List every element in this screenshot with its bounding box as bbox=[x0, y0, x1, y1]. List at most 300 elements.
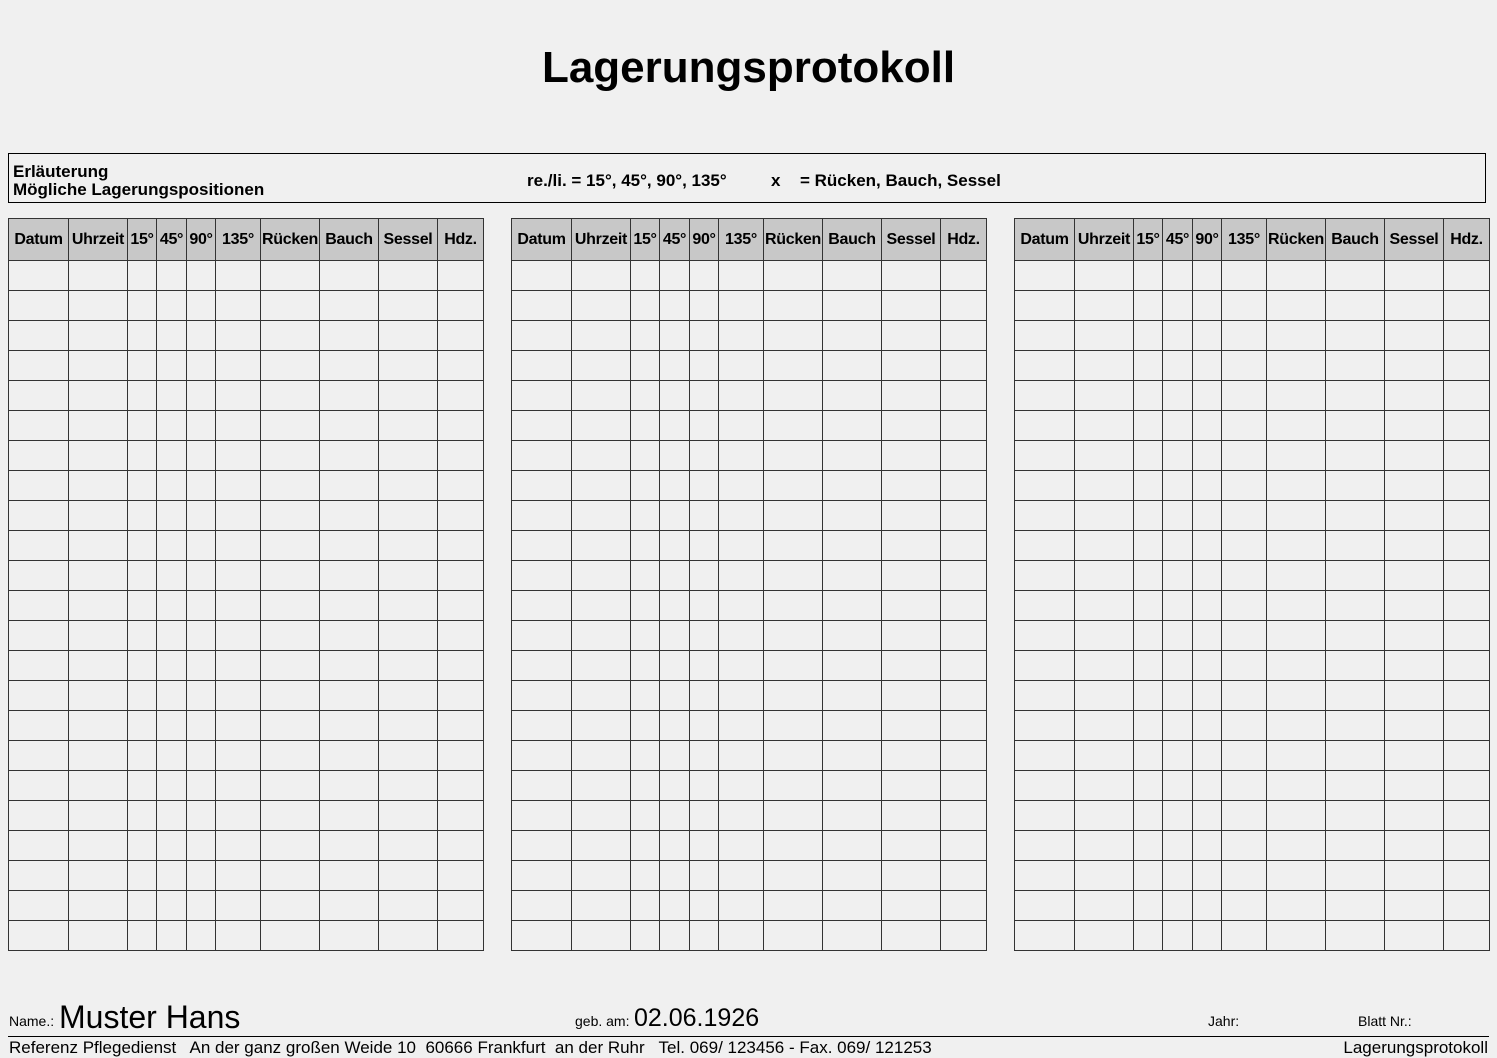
table-cell[interactable] bbox=[631, 891, 660, 921]
table-cell[interactable] bbox=[216, 561, 261, 591]
table-cell[interactable] bbox=[690, 711, 719, 741]
table-cell[interactable] bbox=[379, 381, 438, 411]
table-cell[interactable] bbox=[690, 321, 719, 351]
table-cell[interactable] bbox=[660, 441, 690, 471]
table-cell[interactable] bbox=[128, 261, 157, 291]
table-cell[interactable] bbox=[1075, 591, 1134, 621]
table-cell[interactable] bbox=[216, 771, 261, 801]
table-cell[interactable] bbox=[438, 351, 484, 381]
table-cell[interactable] bbox=[941, 351, 987, 381]
table-cell[interactable] bbox=[1075, 741, 1134, 771]
table-cell[interactable] bbox=[764, 741, 823, 771]
table-cell[interactable] bbox=[719, 561, 764, 591]
table-cell[interactable] bbox=[1326, 801, 1385, 831]
table-cell[interactable] bbox=[823, 411, 882, 441]
table-cell[interactable] bbox=[216, 321, 261, 351]
table-cell[interactable] bbox=[719, 411, 764, 441]
table-cell[interactable] bbox=[882, 471, 941, 501]
table-cell[interactable] bbox=[187, 321, 216, 351]
table-cell[interactable] bbox=[941, 291, 987, 321]
table-cell[interactable] bbox=[941, 381, 987, 411]
table-cell[interactable] bbox=[1267, 591, 1326, 621]
table-cell[interactable] bbox=[216, 681, 261, 711]
table-cell[interactable] bbox=[1163, 591, 1193, 621]
table-cell[interactable] bbox=[1222, 591, 1267, 621]
table-cell[interactable] bbox=[764, 861, 823, 891]
table-cell[interactable] bbox=[1444, 711, 1490, 741]
table-cell[interactable] bbox=[1385, 621, 1444, 651]
table-cell[interactable] bbox=[764, 801, 823, 831]
table-cell[interactable] bbox=[1015, 621, 1075, 651]
table-cell[interactable] bbox=[882, 351, 941, 381]
table-cell[interactable] bbox=[1163, 741, 1193, 771]
table-cell[interactable] bbox=[1326, 711, 1385, 741]
table-cell[interactable] bbox=[69, 381, 128, 411]
table-cell[interactable] bbox=[9, 321, 69, 351]
table-cell[interactable] bbox=[764, 441, 823, 471]
table-cell[interactable] bbox=[157, 861, 187, 891]
table-cell[interactable] bbox=[823, 621, 882, 651]
table-cell[interactable] bbox=[187, 591, 216, 621]
table-cell[interactable] bbox=[187, 411, 216, 441]
table-cell[interactable] bbox=[1015, 861, 1075, 891]
table-cell[interactable] bbox=[631, 801, 660, 831]
table-cell[interactable] bbox=[261, 591, 320, 621]
table-cell[interactable] bbox=[320, 501, 379, 531]
table-cell[interactable] bbox=[1193, 861, 1222, 891]
table-cell[interactable] bbox=[9, 261, 69, 291]
table-cell[interactable] bbox=[660, 321, 690, 351]
table-cell[interactable] bbox=[438, 591, 484, 621]
table-cell[interactable] bbox=[128, 321, 157, 351]
table-cell[interactable] bbox=[512, 591, 572, 621]
table-cell[interactable] bbox=[660, 711, 690, 741]
table-cell[interactable] bbox=[379, 261, 438, 291]
table-cell[interactable] bbox=[1444, 261, 1490, 291]
table-cell[interactable] bbox=[157, 441, 187, 471]
table-cell[interactable] bbox=[690, 891, 719, 921]
table-cell[interactable] bbox=[1163, 501, 1193, 531]
table-cell[interactable] bbox=[690, 261, 719, 291]
table-cell[interactable] bbox=[572, 261, 631, 291]
table-cell[interactable] bbox=[719, 681, 764, 711]
table-cell[interactable] bbox=[572, 711, 631, 741]
table-cell[interactable] bbox=[512, 261, 572, 291]
table-cell[interactable] bbox=[1015, 741, 1075, 771]
table-cell[interactable] bbox=[320, 261, 379, 291]
table-cell[interactable] bbox=[764, 771, 823, 801]
table-cell[interactable] bbox=[1193, 681, 1222, 711]
table-cell[interactable] bbox=[261, 771, 320, 801]
table-cell[interactable] bbox=[320, 321, 379, 351]
table-cell[interactable] bbox=[438, 651, 484, 681]
table-cell[interactable] bbox=[690, 831, 719, 861]
table-cell[interactable] bbox=[823, 681, 882, 711]
table-cell[interactable] bbox=[1075, 801, 1134, 831]
table-cell[interactable] bbox=[261, 261, 320, 291]
table-cell[interactable] bbox=[1134, 621, 1163, 651]
table-cell[interactable] bbox=[1385, 771, 1444, 801]
table-cell[interactable] bbox=[512, 531, 572, 561]
table-cell[interactable] bbox=[1015, 501, 1075, 531]
table-cell[interactable] bbox=[69, 741, 128, 771]
table-cell[interactable] bbox=[1134, 291, 1163, 321]
table-cell[interactable] bbox=[941, 261, 987, 291]
table-cell[interactable] bbox=[764, 471, 823, 501]
table-cell[interactable] bbox=[216, 501, 261, 531]
table-cell[interactable] bbox=[379, 711, 438, 741]
table-cell[interactable] bbox=[631, 351, 660, 381]
table-cell[interactable] bbox=[1222, 561, 1267, 591]
table-cell[interactable] bbox=[320, 351, 379, 381]
table-cell[interactable] bbox=[690, 861, 719, 891]
table-cell[interactable] bbox=[631, 861, 660, 891]
table-cell[interactable] bbox=[187, 771, 216, 801]
table-cell[interactable] bbox=[1267, 651, 1326, 681]
table-cell[interactable] bbox=[216, 741, 261, 771]
table-cell[interactable] bbox=[1385, 591, 1444, 621]
table-cell[interactable] bbox=[9, 891, 69, 921]
table-cell[interactable] bbox=[69, 471, 128, 501]
table-cell[interactable] bbox=[69, 351, 128, 381]
table-cell[interactable] bbox=[764, 651, 823, 681]
table-cell[interactable] bbox=[660, 591, 690, 621]
table-cell[interactable] bbox=[764, 351, 823, 381]
table-cell[interactable] bbox=[660, 861, 690, 891]
table-cell[interactable] bbox=[187, 861, 216, 891]
table-cell[interactable] bbox=[631, 411, 660, 441]
table-cell[interactable] bbox=[379, 591, 438, 621]
table-cell[interactable] bbox=[690, 291, 719, 321]
table-cell[interactable] bbox=[1267, 801, 1326, 831]
table-cell[interactable] bbox=[128, 741, 157, 771]
table-cell[interactable] bbox=[1326, 411, 1385, 441]
table-cell[interactable] bbox=[128, 861, 157, 891]
table-cell[interactable] bbox=[1444, 381, 1490, 411]
table-cell[interactable] bbox=[438, 471, 484, 501]
table-cell[interactable] bbox=[438, 831, 484, 861]
table-cell[interactable] bbox=[1444, 471, 1490, 501]
table-cell[interactable] bbox=[128, 801, 157, 831]
table-cell[interactable] bbox=[261, 561, 320, 591]
table-cell[interactable] bbox=[261, 411, 320, 441]
table-cell[interactable] bbox=[69, 591, 128, 621]
table-cell[interactable] bbox=[1222, 351, 1267, 381]
table-cell[interactable] bbox=[69, 561, 128, 591]
table-cell[interactable] bbox=[764, 411, 823, 441]
table-cell[interactable] bbox=[261, 621, 320, 651]
table-cell[interactable] bbox=[1015, 801, 1075, 831]
table-cell[interactable] bbox=[379, 441, 438, 471]
table-cell[interactable] bbox=[261, 741, 320, 771]
table-cell[interactable] bbox=[690, 531, 719, 561]
table-cell[interactable] bbox=[128, 681, 157, 711]
table-cell[interactable] bbox=[320, 411, 379, 441]
table-cell[interactable] bbox=[631, 621, 660, 651]
table-cell[interactable] bbox=[69, 441, 128, 471]
table-cell[interactable] bbox=[320, 531, 379, 561]
table-cell[interactable] bbox=[157, 561, 187, 591]
table-cell[interactable] bbox=[9, 561, 69, 591]
table-cell[interactable] bbox=[379, 921, 438, 951]
table-cell[interactable] bbox=[941, 711, 987, 741]
table-cell[interactable] bbox=[9, 861, 69, 891]
table-cell[interactable] bbox=[261, 681, 320, 711]
table-cell[interactable] bbox=[1134, 921, 1163, 951]
table-cell[interactable] bbox=[1444, 291, 1490, 321]
table-cell[interactable] bbox=[660, 561, 690, 591]
table-cell[interactable] bbox=[631, 771, 660, 801]
table-cell[interactable] bbox=[320, 711, 379, 741]
table-cell[interactable] bbox=[157, 621, 187, 651]
table-cell[interactable] bbox=[572, 531, 631, 561]
table-cell[interactable] bbox=[157, 741, 187, 771]
table-cell[interactable] bbox=[1444, 591, 1490, 621]
table-cell[interactable] bbox=[1015, 471, 1075, 501]
table-cell[interactable] bbox=[1075, 501, 1134, 531]
table-cell[interactable] bbox=[1444, 921, 1490, 951]
table-cell[interactable] bbox=[128, 381, 157, 411]
table-cell[interactable] bbox=[1163, 621, 1193, 651]
table-cell[interactable] bbox=[128, 441, 157, 471]
table-cell[interactable] bbox=[1222, 801, 1267, 831]
table-cell[interactable] bbox=[823, 291, 882, 321]
table-cell[interactable] bbox=[1134, 711, 1163, 741]
table-cell[interactable] bbox=[1075, 531, 1134, 561]
table-cell[interactable] bbox=[1222, 831, 1267, 861]
table-cell[interactable] bbox=[1222, 771, 1267, 801]
table-cell[interactable] bbox=[1193, 561, 1222, 591]
table-cell[interactable] bbox=[1163, 561, 1193, 591]
table-cell[interactable] bbox=[1015, 321, 1075, 351]
table-cell[interactable] bbox=[216, 711, 261, 741]
table-cell[interactable] bbox=[631, 831, 660, 861]
table-cell[interactable] bbox=[69, 501, 128, 531]
table-cell[interactable] bbox=[660, 471, 690, 501]
table-cell[interactable] bbox=[1222, 921, 1267, 951]
table-cell[interactable] bbox=[1134, 891, 1163, 921]
table-cell[interactable] bbox=[631, 651, 660, 681]
table-cell[interactable] bbox=[882, 801, 941, 831]
table-cell[interactable] bbox=[69, 831, 128, 861]
table-cell[interactable] bbox=[261, 321, 320, 351]
table-cell[interactable] bbox=[69, 861, 128, 891]
table-cell[interactable] bbox=[1193, 351, 1222, 381]
table-cell[interactable] bbox=[660, 771, 690, 801]
table-cell[interactable] bbox=[1075, 351, 1134, 381]
table-cell[interactable] bbox=[1193, 501, 1222, 531]
table-cell[interactable] bbox=[1193, 771, 1222, 801]
table-cell[interactable] bbox=[1163, 861, 1193, 891]
table-cell[interactable] bbox=[1385, 741, 1444, 771]
table-cell[interactable] bbox=[1163, 771, 1193, 801]
table-cell[interactable] bbox=[823, 711, 882, 741]
table-cell[interactable] bbox=[379, 681, 438, 711]
table-cell[interactable] bbox=[9, 921, 69, 951]
table-cell[interactable] bbox=[572, 501, 631, 531]
table-cell[interactable] bbox=[631, 501, 660, 531]
table-cell[interactable] bbox=[1385, 861, 1444, 891]
table-cell[interactable] bbox=[1222, 261, 1267, 291]
table-cell[interactable] bbox=[157, 771, 187, 801]
table-cell[interactable] bbox=[187, 741, 216, 771]
table-cell[interactable] bbox=[216, 441, 261, 471]
table-cell[interactable] bbox=[1134, 861, 1163, 891]
table-cell[interactable] bbox=[1015, 261, 1075, 291]
table-cell[interactable] bbox=[157, 471, 187, 501]
table-cell[interactable] bbox=[882, 741, 941, 771]
table-cell[interactable] bbox=[1326, 741, 1385, 771]
table-cell[interactable] bbox=[128, 591, 157, 621]
table-cell[interactable] bbox=[764, 561, 823, 591]
table-cell[interactable] bbox=[187, 921, 216, 951]
table-cell[interactable] bbox=[187, 351, 216, 381]
table-cell[interactable] bbox=[69, 531, 128, 561]
table-cell[interactable] bbox=[823, 501, 882, 531]
table-cell[interactable] bbox=[216, 591, 261, 621]
table-cell[interactable] bbox=[941, 591, 987, 621]
table-cell[interactable] bbox=[1385, 291, 1444, 321]
table-cell[interactable] bbox=[631, 681, 660, 711]
table-cell[interactable] bbox=[512, 771, 572, 801]
table-cell[interactable] bbox=[261, 381, 320, 411]
table-cell[interactable] bbox=[261, 501, 320, 531]
table-cell[interactable] bbox=[1222, 711, 1267, 741]
table-cell[interactable] bbox=[69, 681, 128, 711]
table-cell[interactable] bbox=[320, 651, 379, 681]
table-cell[interactable] bbox=[719, 831, 764, 861]
table-cell[interactable] bbox=[157, 501, 187, 531]
table-cell[interactable] bbox=[69, 321, 128, 351]
table-cell[interactable] bbox=[1267, 261, 1326, 291]
table-cell[interactable] bbox=[823, 471, 882, 501]
table-cell[interactable] bbox=[690, 501, 719, 531]
table-cell[interactable] bbox=[764, 291, 823, 321]
table-cell[interactable] bbox=[9, 771, 69, 801]
table-cell[interactable] bbox=[1134, 471, 1163, 501]
table-cell[interactable] bbox=[572, 411, 631, 441]
table-cell[interactable] bbox=[1134, 681, 1163, 711]
table-cell[interactable] bbox=[719, 621, 764, 651]
table-cell[interactable] bbox=[157, 711, 187, 741]
table-cell[interactable] bbox=[379, 891, 438, 921]
table-cell[interactable] bbox=[320, 831, 379, 861]
table-cell[interactable] bbox=[379, 831, 438, 861]
table-cell[interactable] bbox=[9, 621, 69, 651]
table-cell[interactable] bbox=[438, 531, 484, 561]
table-cell[interactable] bbox=[1222, 381, 1267, 411]
table-cell[interactable] bbox=[69, 621, 128, 651]
table-cell[interactable] bbox=[719, 741, 764, 771]
table-cell[interactable] bbox=[69, 801, 128, 831]
table-cell[interactable] bbox=[823, 741, 882, 771]
table-cell[interactable] bbox=[1267, 621, 1326, 651]
table-cell[interactable] bbox=[882, 561, 941, 591]
table-cell[interactable] bbox=[1267, 921, 1326, 951]
table-cell[interactable] bbox=[512, 801, 572, 831]
table-cell[interactable] bbox=[438, 861, 484, 891]
table-cell[interactable] bbox=[823, 321, 882, 351]
table-cell[interactable] bbox=[1193, 441, 1222, 471]
table-cell[interactable] bbox=[320, 801, 379, 831]
table-cell[interactable] bbox=[631, 291, 660, 321]
table-cell[interactable] bbox=[719, 351, 764, 381]
table-cell[interactable] bbox=[512, 321, 572, 351]
table-cell[interactable] bbox=[157, 591, 187, 621]
table-cell[interactable] bbox=[941, 801, 987, 831]
table-cell[interactable] bbox=[9, 741, 69, 771]
table-cell[interactable] bbox=[1385, 411, 1444, 441]
table-cell[interactable] bbox=[1134, 831, 1163, 861]
table-cell[interactable] bbox=[1444, 501, 1490, 531]
table-cell[interactable] bbox=[379, 321, 438, 351]
table-cell[interactable] bbox=[764, 501, 823, 531]
table-cell[interactable] bbox=[187, 681, 216, 711]
table-cell[interactable] bbox=[261, 711, 320, 741]
table-cell[interactable] bbox=[719, 891, 764, 921]
table-cell[interactable] bbox=[660, 381, 690, 411]
table-cell[interactable] bbox=[1015, 441, 1075, 471]
table-cell[interactable] bbox=[1444, 411, 1490, 441]
table-cell[interactable] bbox=[1267, 411, 1326, 441]
table-cell[interactable] bbox=[690, 921, 719, 951]
table-cell[interactable] bbox=[1193, 531, 1222, 561]
table-cell[interactable] bbox=[1385, 561, 1444, 591]
table-cell[interactable] bbox=[187, 531, 216, 561]
table-cell[interactable] bbox=[882, 441, 941, 471]
table-cell[interactable] bbox=[572, 651, 631, 681]
table-cell[interactable] bbox=[572, 321, 631, 351]
table-cell[interactable] bbox=[438, 381, 484, 411]
table-cell[interactable] bbox=[660, 651, 690, 681]
table-cell[interactable] bbox=[631, 711, 660, 741]
table-cell[interactable] bbox=[631, 591, 660, 621]
table-cell[interactable] bbox=[690, 591, 719, 621]
table-cell[interactable] bbox=[690, 411, 719, 441]
table-cell[interactable] bbox=[157, 891, 187, 921]
table-cell[interactable] bbox=[1267, 681, 1326, 711]
table-cell[interactable] bbox=[261, 441, 320, 471]
table-cell[interactable] bbox=[941, 861, 987, 891]
table-cell[interactable] bbox=[941, 471, 987, 501]
table-cell[interactable] bbox=[320, 561, 379, 591]
table-cell[interactable] bbox=[1326, 501, 1385, 531]
table-cell[interactable] bbox=[1385, 501, 1444, 531]
table-cell[interactable] bbox=[261, 531, 320, 561]
table-cell[interactable] bbox=[1326, 831, 1385, 861]
table-cell[interactable] bbox=[1222, 891, 1267, 921]
table-cell[interactable] bbox=[1222, 531, 1267, 561]
table-cell[interactable] bbox=[1444, 891, 1490, 921]
table-cell[interactable] bbox=[128, 921, 157, 951]
table-cell[interactable] bbox=[1193, 261, 1222, 291]
table-cell[interactable] bbox=[572, 351, 631, 381]
table-cell[interactable] bbox=[157, 651, 187, 681]
table-cell[interactable] bbox=[512, 861, 572, 891]
table-cell[interactable] bbox=[69, 711, 128, 741]
table-cell[interactable] bbox=[128, 561, 157, 591]
table-cell[interactable] bbox=[1326, 771, 1385, 801]
table-cell[interactable] bbox=[1267, 291, 1326, 321]
table-cell[interactable] bbox=[1075, 411, 1134, 441]
table-cell[interactable] bbox=[1163, 921, 1193, 951]
table-cell[interactable] bbox=[9, 591, 69, 621]
table-cell[interactable] bbox=[438, 921, 484, 951]
table-cell[interactable] bbox=[572, 561, 631, 591]
table-cell[interactable] bbox=[1134, 591, 1163, 621]
table-cell[interactable] bbox=[216, 651, 261, 681]
table-cell[interactable] bbox=[187, 291, 216, 321]
